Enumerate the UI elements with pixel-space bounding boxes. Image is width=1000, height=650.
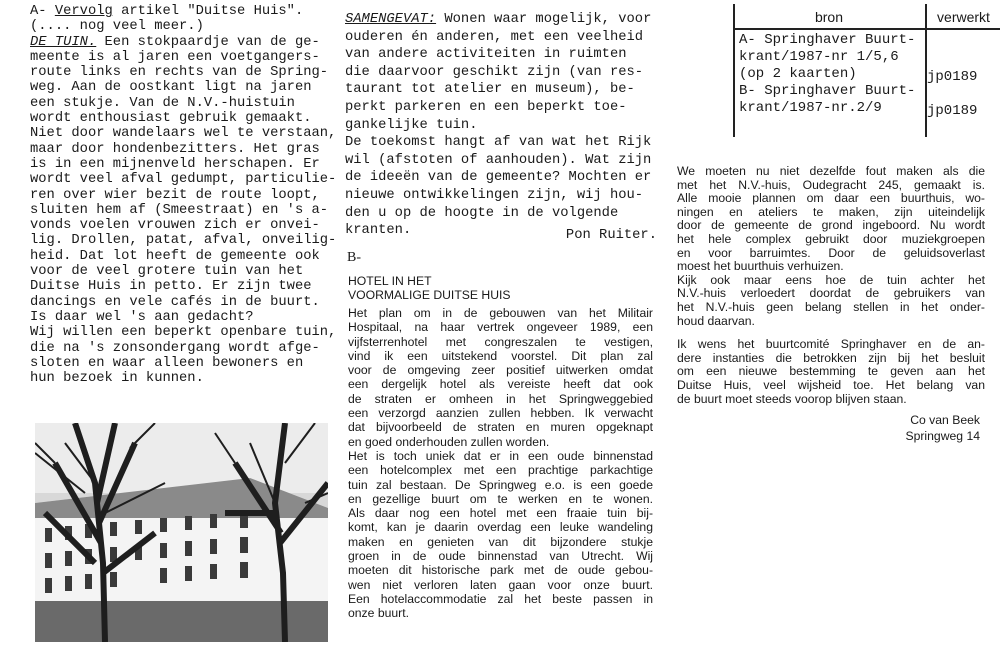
signature-name: Co van Beek bbox=[910, 413, 980, 427]
text-line: ouderen én anderen, met een veelheid bbox=[345, 29, 644, 45]
hotel-article-body bbox=[348, 306, 653, 621]
text-line: de ideeën van de gemeente? Mochten er bbox=[345, 170, 652, 186]
text-line: taurant tot atelier en museum), be- bbox=[345, 82, 635, 98]
header-verwerkt: verwerkt bbox=[937, 9, 990, 25]
verwerkt-cell: jp0189 bbox=[927, 103, 978, 119]
text-line: Als daar nog een hotel met een fraaie tuin bij- bbox=[348, 506, 653, 521]
text-line: hun bezoek in kunnen. bbox=[30, 371, 204, 387]
text-line: wordt enthousiast gebruik gemaakt. bbox=[30, 111, 312, 127]
paragraph bbox=[348, 306, 653, 449]
signature-co-van-beek bbox=[800, 412, 980, 444]
text-line: Het plan om in de gebouwen van het Militair bbox=[348, 306, 653, 320]
article-subheading: (.... nog veel meer.) bbox=[30, 19, 204, 35]
text-line: ningen en ateliers te maken, zijn uiteindelijk bbox=[677, 204, 985, 219]
text-line: Een hotelaccommodatie zal het beste passen in bbox=[348, 591, 653, 606]
source-table bbox=[733, 4, 1000, 137]
text-line: sluiten hem af (Smeestraat) en 's a- bbox=[30, 202, 329, 218]
text-line: de straten er omheen in het Springweggebied bbox=[348, 391, 653, 406]
paragraph bbox=[677, 274, 985, 328]
summary-first-text: Wonen waar mogelijk, voor bbox=[436, 12, 652, 27]
text-line: den u op de hoogte in de volgende bbox=[345, 205, 619, 221]
text-line: dat bijvoorbeeld de straten en muren opgeknapt bbox=[348, 420, 653, 435]
text-line: dancings en vele cafés in de buurt. bbox=[30, 294, 320, 310]
hotel-title-line-1: HOTEL IN HET bbox=[348, 274, 432, 288]
section-first-line bbox=[30, 35, 342, 50]
paragraph bbox=[677, 338, 985, 406]
bron-cell bbox=[739, 32, 915, 117]
text-line: Alle mooie plannen om daar een buurthuis, wo- bbox=[677, 191, 985, 206]
signature-pon-ruiter: Pon Ruiter. bbox=[565, 228, 657, 243]
text-line: route links en rechts van de Spring- bbox=[30, 65, 329, 81]
text-line: en gezellige buurt om te werken en te wonen. bbox=[348, 491, 653, 506]
text-line: wil (afstoten of aanhouden). Wat zijn bbox=[345, 152, 652, 168]
text-line: Is daar wel 's aan gedacht? bbox=[30, 309, 254, 325]
text-line: lig. Drollen, patat, afval, onveilig- bbox=[30, 233, 337, 249]
text-line: sloten en waar alleen bewoners en bbox=[30, 355, 304, 371]
text-line: dere instanties die betrokken zijn bij het besluit bbox=[677, 350, 985, 365]
hotel-article-continuation bbox=[677, 165, 985, 406]
text-line: maken en genieten van dit bijzondere stukje bbox=[348, 534, 653, 549]
text-line: Hospitaal, na haar vertrek ongeveer 1989, een bbox=[348, 320, 653, 335]
text-line: wordt veel afval gedumpt, particulie- bbox=[30, 172, 337, 188]
hotel-article-title bbox=[348, 274, 511, 302]
text-line: maar door hondenbezitters. Het gras bbox=[30, 141, 320, 157]
text-line: moeten dit historische park met de oude gebou- bbox=[348, 563, 653, 578]
verwerkt-cell: jp0189 bbox=[927, 69, 978, 85]
heading-rest: artikel "Duitse Huis". bbox=[112, 4, 304, 19]
text-line: een dergelijk hotel als vereiste heeft dat ook bbox=[348, 377, 653, 392]
text-line: komt, kan je daarin overdag een leuke wandeling bbox=[348, 520, 653, 535]
text-line: Ik wens het buurtcomité Springhaver en de an- bbox=[677, 337, 985, 352]
article-b-marker: B- bbox=[347, 250, 361, 265]
text-line: N.V.-huis verloedert doordat de gebruikers van bbox=[677, 286, 985, 301]
text-line: van andere activiteiten in ruimten bbox=[345, 47, 627, 63]
text-line: een stukje. Van de N.V.-huistuin bbox=[30, 95, 295, 111]
text-line: groen in de oude binnenstad van Utrecht. Wij bbox=[348, 549, 653, 564]
text-line: de buurt moet steeds voorop blijven staan. bbox=[677, 391, 907, 406]
text-line: voor de veel grotere tuin van het bbox=[30, 264, 304, 280]
text-line: vonds voelen vrouwen zich er onvei- bbox=[30, 218, 320, 234]
text-line: nieuwe ontwikkelingen zijn, wij hou- bbox=[345, 187, 644, 203]
text-line: meente is al jaren een voetgangers- bbox=[30, 49, 320, 65]
bron-line: krant/1987-nr.2/9 bbox=[739, 100, 882, 116]
text-line: We moeten nu niet dezelfde fout maken als die bbox=[677, 164, 985, 178]
summary-label: SAMENGEVAT: bbox=[345, 12, 437, 27]
text-line: het hele complex gebruikt door muziekgroepen bbox=[677, 231, 985, 246]
article-a-continuation bbox=[30, 4, 342, 386]
paragraph bbox=[677, 165, 985, 274]
summary-first-line bbox=[345, 11, 657, 29]
bron-line: A- Springhaver Buurt- bbox=[739, 32, 916, 48]
text-line: en goed onderhouden zullen worden. bbox=[348, 434, 550, 449]
text-line: door de gemeente de grond ingeboord. Nu wordt bbox=[677, 218, 985, 233]
table-header-rule bbox=[733, 28, 1000, 30]
paragraph bbox=[348, 449, 653, 621]
text-line: heid. Dat lot heeft de gemeente ook bbox=[30, 248, 320, 264]
signature-address: Springweg 14 bbox=[905, 429, 980, 443]
section-label: DE TUIN. bbox=[30, 34, 97, 50]
body-text bbox=[30, 50, 342, 387]
text-line: een hotelcomplex met een prachtige parkachtige bbox=[348, 463, 653, 478]
text-line: een verzorgd aanzien zullen hebben. Ik verwacht bbox=[348, 406, 653, 421]
text-line: die daarvoor geschikt zijn (van res- bbox=[345, 64, 644, 80]
bron-line: krant/1987-nr 1/5,6 bbox=[739, 49, 899, 65]
text-line: ren over wier bezit de route loopt, bbox=[30, 187, 320, 203]
text-line: Duitse Huis in petto. Er zijn twee bbox=[30, 279, 312, 295]
text-line: die na 's zonsondergang wordt afge- bbox=[30, 340, 320, 356]
text-line: en voor barruimtes. Door de geluidsoverlast bbox=[677, 245, 985, 260]
text-line: onze buurt. bbox=[348, 606, 409, 621]
text-line: Duitse Huis, veel wijsheid toe. Het belang van bbox=[677, 377, 985, 392]
text-line: moest het buurthuis verhuizen. bbox=[677, 259, 844, 274]
text-line: Het is toch uniek dat er in een oude binnenstad bbox=[348, 448, 653, 463]
hotel-title-line-2: VOORMALIGE DUITSE HUIS bbox=[348, 288, 511, 302]
heading-underlined: Vervolg bbox=[54, 4, 113, 19]
text-line: Niet door wandelaars wel te verstaan, bbox=[30, 126, 337, 142]
summary-text bbox=[345, 29, 657, 240]
text-line: om een nieuwe bestemming te geven aan het bbox=[677, 364, 985, 379]
building-photo bbox=[35, 423, 328, 642]
text-line: gankelijke tuin. bbox=[345, 117, 478, 133]
text-line: houd daarvan. bbox=[677, 313, 755, 328]
text-line: met het N.V.-huis, Oudegracht 245, gemaakt is. bbox=[677, 177, 985, 192]
text-line: vind ik een uitstekend voorstel. Dit plan zal bbox=[348, 348, 653, 363]
text-line: kranten. bbox=[345, 223, 412, 239]
text-line: Kijk ook maar eens hoe de tuin achter het bbox=[677, 272, 985, 287]
header-bron: bron bbox=[814, 9, 844, 25]
text-line: Wij willen een beperkt openbare tuin, bbox=[30, 325, 337, 341]
text-line: perkt parkeren en een beperkt toe- bbox=[345, 99, 627, 115]
text-line: is in een mijnenveld herschapen. Er bbox=[30, 156, 320, 172]
text-line: wen niet verloren laten gaan voor onze buurt. bbox=[348, 577, 653, 592]
bron-line: (op 2 kaarten) bbox=[739, 66, 857, 82]
heading-prefix: A- bbox=[30, 4, 55, 19]
text-line: De toekomst hangt af van wat het Rijk bbox=[345, 135, 652, 151]
bron-line: B- Springhaver Buurt- bbox=[739, 83, 916, 99]
text-line: tuin zal bestaan. De Springweg e.o. is een goede bbox=[348, 477, 653, 492]
summary-section bbox=[345, 11, 657, 240]
text-line: weg. Aan de oostkant ligt na jaren bbox=[30, 80, 312, 96]
article-heading bbox=[30, 4, 342, 19]
first-line-text: Een stokpaardje van de ge- bbox=[96, 34, 320, 50]
text-line: voor de omgeving zeer positief uitwerken omdat bbox=[348, 363, 653, 378]
text-line: het N.V.-huis geen belang stellen in het onder- bbox=[677, 299, 985, 314]
text-line: vijfsterrenhotel met congreszalen te vestigen, bbox=[348, 334, 653, 349]
